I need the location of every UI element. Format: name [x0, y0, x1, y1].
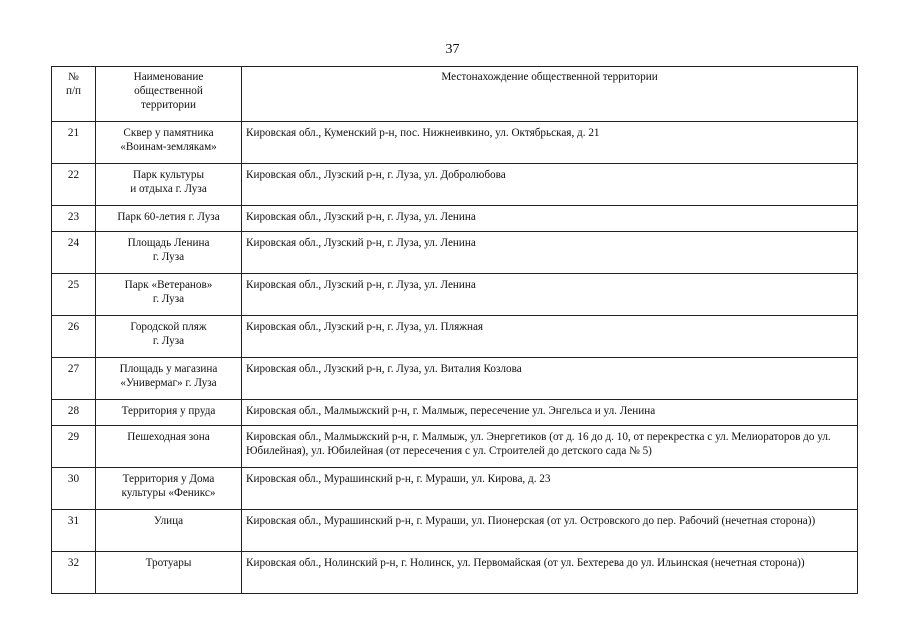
row-number: 22 — [52, 164, 96, 206]
row-number: 27 — [52, 358, 96, 400]
territory-location: Кировская обл., Малмыжский р-н, г. Малмыж, ул. Энергетиков (от д. 16 до д. 10, от перекрестка с ул. Мелиораторов до ул. Юбилейная), ул. Юбилейная (от пересечения с ул. Строителей до детского сада № 5) — [242, 426, 858, 468]
table-row — [52, 164, 858, 206]
territory-location: Кировская обл., Мурашинский р-н, г. Мураши, ул. Кирова, д. 23 — [242, 468, 858, 510]
row-number: 32 — [52, 552, 96, 594]
row-number: 28 — [52, 400, 96, 426]
row-number: 21 — [52, 122, 96, 164]
table-row — [52, 510, 858, 552]
territory-name: Сквер у памятника «Воинам-землякам» — [96, 122, 242, 164]
territory-name: Парк культуры и отдыха г. Луза — [96, 164, 242, 206]
territory-name: Парк «Ветеранов» г. Луза — [96, 274, 242, 316]
territory-location: Кировская обл., Лузский р-н, г. Луза, ул. Виталия Козлова — [242, 358, 858, 400]
table-header-row — [52, 67, 858, 122]
territory-location: Кировская обл., Нолинский р-н, г. Нолинск, ул. Первомайская (от ул. Бехтерева до ул. Ильинская (нечетная сторона)) — [242, 552, 858, 594]
territory-name: Площадь у магазина «Универмаг» г. Луза — [96, 358, 242, 400]
table-row — [52, 400, 858, 426]
territory-name: Улица — [96, 510, 242, 552]
public-territories-table — [51, 66, 858, 594]
row-number: 31 — [52, 510, 96, 552]
page-number: 37 — [445, 42, 460, 57]
territory-name: Территория у Дома культуры «Феникс» — [96, 468, 242, 510]
table-row — [52, 122, 858, 164]
row-number: 30 — [52, 468, 96, 510]
table-row — [52, 552, 858, 594]
header-territory-name: Наименование общественной территории — [96, 67, 242, 122]
table-row — [52, 206, 858, 232]
territory-location: Кировская обл., Лузский р-н, г. Луза, ул. Пляжная — [242, 316, 858, 358]
territory-name: Тротуары — [96, 552, 242, 594]
territory-location: Кировская обл., Мурашинский р-н, г. Мураши, ул. Пионерская (от ул. Островского до пер. Рабочий (нечетная сторона)) — [242, 510, 858, 552]
territory-location: Кировская обл., Лузский р-н, г. Луза, ул. Ленина — [242, 232, 858, 274]
row-number: 25 — [52, 274, 96, 316]
territory-name: Площадь Ленина г. Луза — [96, 232, 242, 274]
table-row — [52, 358, 858, 400]
table-row — [52, 232, 858, 274]
table-row — [52, 426, 858, 468]
header-location: Местонахождение общественной территории — [242, 67, 858, 122]
territory-location: Кировская обл., Лузский р-н, г. Луза, ул. Ленина — [242, 206, 858, 232]
territory-name: Городской пляж г. Луза — [96, 316, 242, 358]
territory-location: Кировская обл., Куменский р-н, пос. Нижнеивкино, ул. Октябрьская, д. 21 — [242, 122, 858, 164]
territory-name: Парк 60-летия г. Луза — [96, 206, 242, 232]
territory-location: Кировская обл., Лузский р-н, г. Луза, ул. Добролюбова — [242, 164, 858, 206]
row-number: 23 — [52, 206, 96, 232]
row-number: 24 — [52, 232, 96, 274]
table-row — [52, 274, 858, 316]
header-number: № п/п — [52, 67, 96, 122]
row-number: 29 — [52, 426, 96, 468]
table-row — [52, 316, 858, 358]
table-row — [52, 468, 858, 510]
territory-location: Кировская обл., Малмыжский р-н, г. Малмыж, пересечение ул. Энгельса и ул. Ленина — [242, 400, 858, 426]
territory-location: Кировская обл., Лузский р-н, г. Луза, ул. Ленина — [242, 274, 858, 316]
territory-name: Территория у пруда — [96, 400, 242, 426]
territory-name: Пешеходная зона — [96, 426, 242, 468]
row-number: 26 — [52, 316, 96, 358]
